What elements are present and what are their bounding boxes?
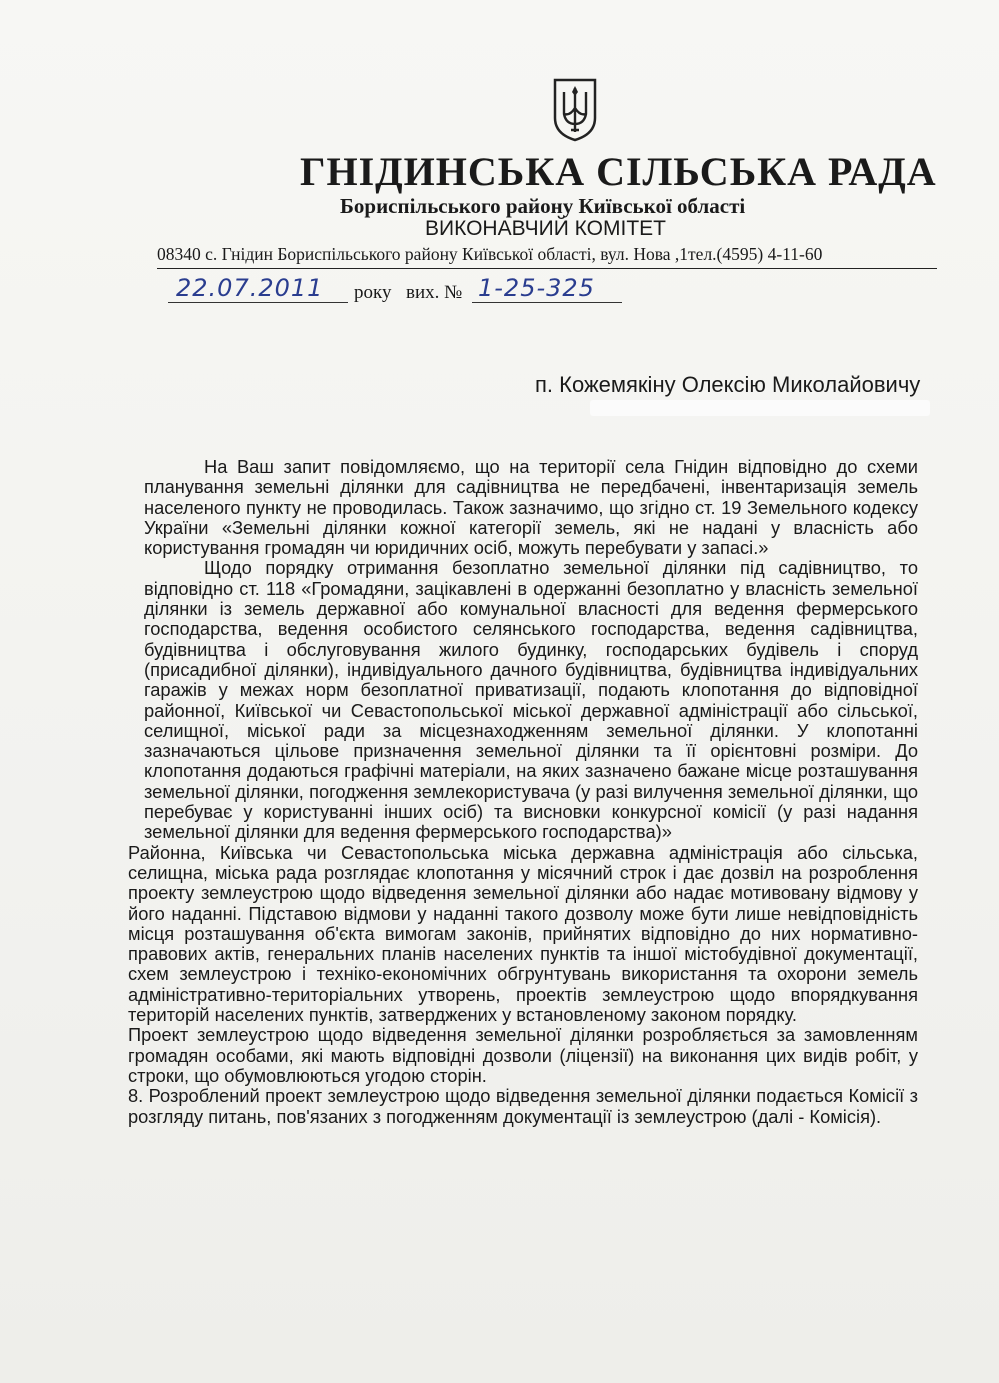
letter-body [128, 457, 918, 1127]
council-address: 08340 с. Гнідин Бориспільського району Київської області, вул. Нова ,1тел.(4595) 4-11-60 [157, 244, 937, 269]
executive-committee-title: ВИКОНАВЧИЙ КОМІТЕТ [425, 217, 667, 240]
handwritten-date: 22.07.2011 [176, 274, 324, 302]
addressee-name: п. Кожемякіну Олексію Миколайовичу [535, 372, 921, 397]
outgoing-number-label: вих. № [406, 282, 463, 303]
date-underline [168, 302, 348, 303]
body-paragraph: Щодо порядку отримання безоплатно земельної ділянки під садівництво, то відповідно ст. 118 «Громадяни, зацікавлені в одержанні безоплатно у власність земельної ділянки із земель державної або комунальної власності для ведення фермерського господарства, ведення особистого селянського господарства, ведення садівництва, будівництва і обслуговування жилого будинку, господарських будівель і споруд (присадибної ділянки), індивідуального дачного будівництва, будівництва індивідуальних гаражів у межах норм безоплатної приватизації, подають клопотання до відповідної районної, Київської чи Севастопольської міської державної адміністрації або сільської, селищної, міської ради за місцезнаходженням земельної ділянки. У клопотанні зазначаються цільове призначення земельної ділянки та її орієнтовні розміри. До клопотання додаються графічні матеріали, на яких зазначено бажане місце розташування земельної ділянки, погодження землекористувача (у разі вилучення земельної ділянки, що перебуває у користуванні інших осіб) та висновки конкурсної комісії (у разі надання земельної ділянки для ведення фермерського господарства)» [144, 557, 918, 843]
year-word: року [354, 282, 392, 303]
body-paragraph: Районна, Київська чи Севастопольська міська державна адміністрація або сільська, селищна, міська рада розглядає клопотання у місячний строк і дає дозвіл на розроблення проекту землеустрою щодо відведення земельної ділянки або надає мотивовану відмову у його наданні. Підставою відмови у наданні такого дозволу може бути лише невідповідність місця розташування об'єкта вимогам законів, прийнятих відповідно до них нормативно-правових актів, генеральних планів населених пунктів та іншої містобудівної документації, схем землеустрою і техніко-економічних обгрунтувань використання та охорони земель адміністративно-територіальних утворень, проектів землеустрою щодо впорядкування територій населених пунктів, затверджених у встановленому законом порядку. [128, 841, 918, 1026]
date-and-number-line [168, 274, 638, 312]
body-paragraph: 8. Розроблений проект землеустрою щодо відведення земельної ділянки подається Комісії з розгляду питань, пов'язаних з погодженням документації із землеустрою (далі - Комісія). [128, 1085, 918, 1127]
council-name: ГНІДИНСЬКА СІЛЬСЬКА РАДА [300, 149, 937, 194]
district-line: Бориспільського району Київської області [340, 194, 746, 218]
number-underline [472, 302, 622, 303]
redacted-address-block [590, 400, 930, 416]
handwritten-outgoing-number: 1-25-325 [478, 274, 595, 302]
coat-of-arms-trident-icon [552, 78, 598, 142]
body-paragraph: Проект землеустрою щодо відведення земельної ділянки розробляється за замовленням громадян особами, які мають відповідні дозволи (ліцензії) на виконання цих видів робіт, у строки, що обумовлюються угодою сторін. [128, 1024, 918, 1086]
body-paragraph: На Ваш запит повідомляємо, що на території села Гнідин відповідно до схеми планування земельні ділянки для садівництва не передбачені, інвентаризація земель населеного пункту не проводилась. Також зазначимо, що згідно ст. 19 Земельного кодексу України «Земельні ділянки кожної категорії земель, які не надані у власність або користування громадян чи юридичних осіб, можуть перебувати у запасі.» [144, 456, 918, 559]
